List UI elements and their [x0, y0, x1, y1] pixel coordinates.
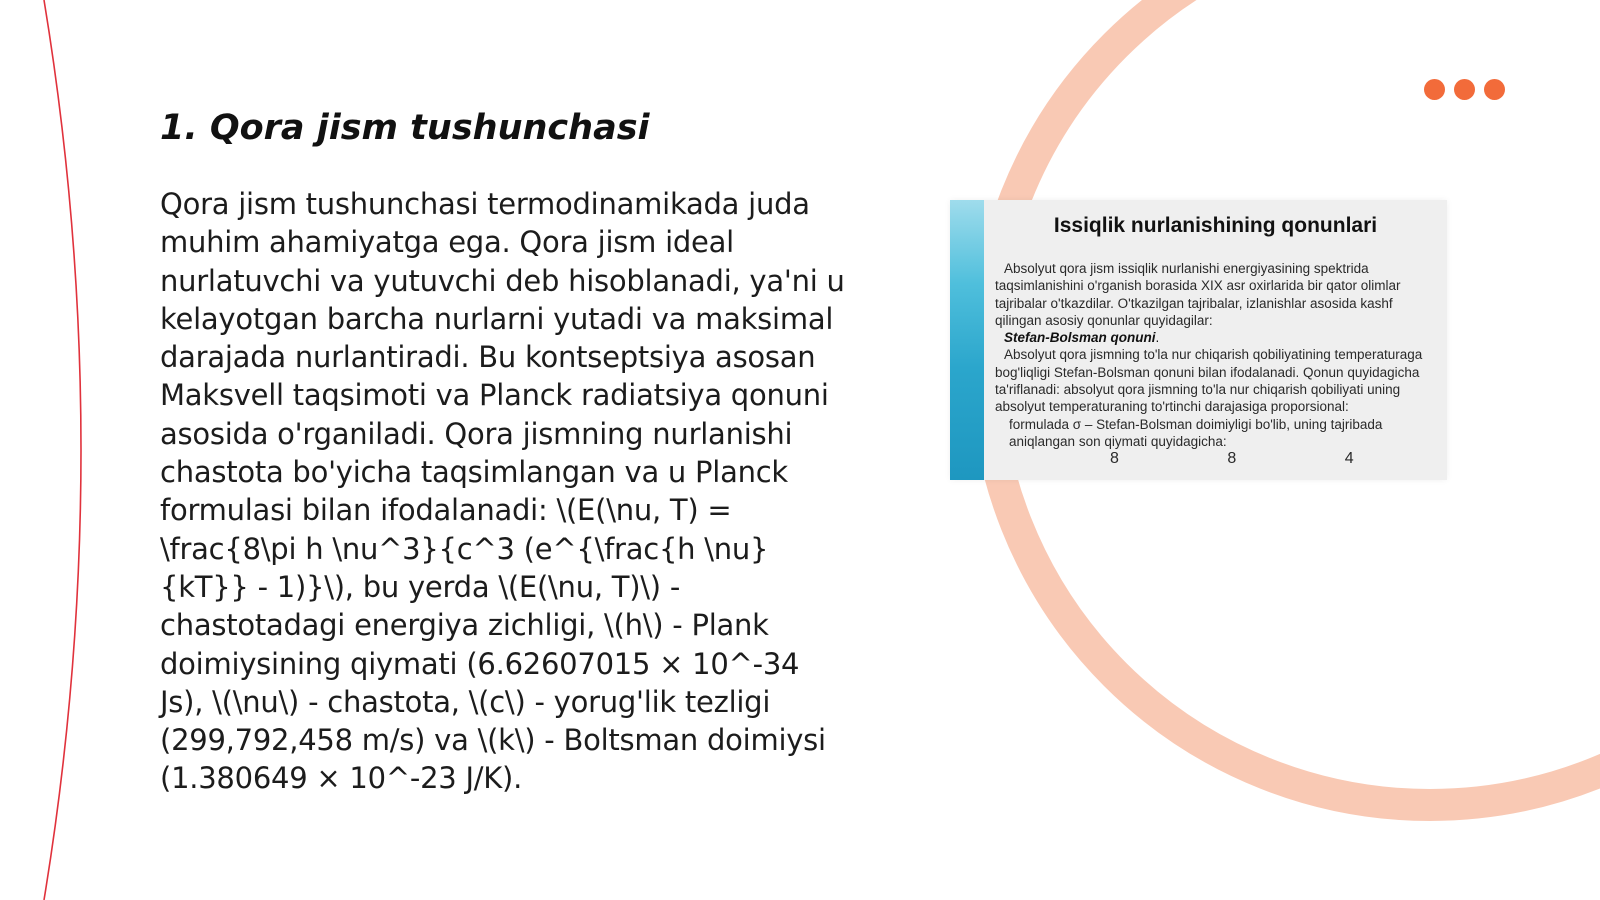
left-accent-line [44, 0, 81, 900]
dot-icon [1454, 79, 1475, 100]
inset-cut-formula: 8 8 4 [1110, 450, 1406, 468]
inset-text [995, 260, 1435, 468]
inset-paragraph: formulada σ – Stefan-Bolsman doimiyligi bo'lib, uning tajribada aniqlangan son qiymati quyidagicha: [1009, 416, 1383, 449]
more-dots-icon[interactable] [1424, 79, 1514, 101]
inset-title: Issiqlik nurlanishining qonunlari [1053, 214, 1378, 237]
inset-decorative-stripe [950, 200, 984, 480]
dot-icon [1484, 79, 1505, 100]
inset-law-heading [995, 329, 1435, 346]
inset-law-period: . [1155, 330, 1160, 346]
slide-body-text: Qora jism tushunchasi termodinamikada juda muhim ahamiyatga ega. Qora jism ideal nurlatuvchi va yutuvchi deb hisoblanadi, ya'ni u kelayotgan barcha nurlarni yutadi va maksimal darajada nurlantiradi. Bu kontseptsiya asosan Maksvell taqsimoti va Planck radiatsiya qonuni asosida o'rganiladi. Qora jismning nurlanishi chastota bo'yicha taqsimlangan va u Planck formulasi bilan ifodalanadi: \(E(\nu, T) = \frac{8\pi h \nu^3}{c^3 (e^{\frac{h \nu}{kT}} - 1)}\), bu yerda \(E(\nu, T)\) - chastotadagi energiya zichligi, \(h\) - Plank doimiysining qiymati (6.62607015 × 10^-34 Js), \(\nu\) - chastota, \(c\) - yorug'lik tezligi (299,792,458 m/s) va \(k\) - Boltsman doimiysi (1.380649 × 10^-23 J/K). [160, 187, 845, 796]
inset-paragraph: Absolyut qora jismning to'la nur chiqarish qobiliyatining temperaturaga bog'liqligi Stefan-Bolsman qonuni bilan ifodalanadi. Qonun quyidagicha ta'riflanadi: absolyut qora jismning to'la nur chiqarish qobiliyati uning absolyut temperaturaning to'rtinchi darajasiga proporsional: [995, 347, 1423, 415]
slide-title: 1. Qora jism tushunchasi [160, 108, 650, 148]
inset-law-name: Stefan-Bolsman qonuni [1004, 330, 1156, 346]
inset-image [950, 200, 1447, 480]
inset-paragraph: Absolyut qora jism issiqlik nurlanishi energiyasining spektrida taqsimlanishini o'rganish borasida XIX asr oxirlarida bir qator olimlar tajribalar o'tkazdilar. O'tkazilgan tajribalar, izlanishlar asosida kashf qilingan asosiy qonunlar quyidagilar: [995, 261, 1401, 328]
dot-icon [1424, 79, 1445, 100]
